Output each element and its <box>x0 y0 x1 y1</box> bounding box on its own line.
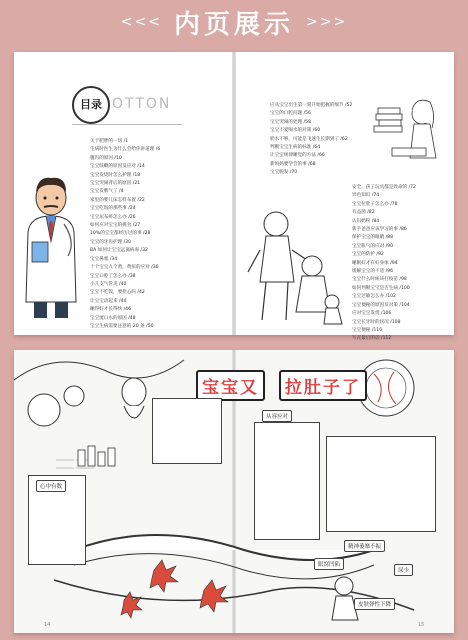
text-box-intro <box>152 398 222 464</box>
toc-heading-en: OTTON <box>112 96 172 112</box>
toc-item[interactable]: 认识奶粉 /84 <box>352 218 380 224</box>
toc-item[interactable]: 生病时医生为什么会给你讲道理 /6 <box>90 147 161 153</box>
section-label-left: 心中有数 <box>36 480 66 492</box>
toc-item[interactable]: 宝宝的防护 /92 <box>352 252 384 258</box>
toc-heading-text: 目录 <box>72 86 110 124</box>
toc-item[interactable]: 小儿支气管炎 /40 <box>90 281 127 287</box>
toc-item[interactable]: 让宝宝规律睡觉的方法 /66 <box>270 153 325 159</box>
toc-item[interactable]: 宝宝便秘的原因及对策 /104 <box>352 302 410 308</box>
comic-title-part2: 拉肚子了 <box>279 370 367 401</box>
toc-item[interactable]: 安全，孩子玩具都是致命的 /72 <box>352 185 416 190</box>
toc-item[interactable]: 宝宝流口水的原因 /48 <box>90 315 136 321</box>
symptom-label: 尿少 <box>394 564 413 576</box>
header-banner <box>0 0 468 44</box>
toc-item[interactable]: 宝宝不吃饭，要担心吗 /42 <box>90 290 145 296</box>
toc-item[interactable]: 宝宝便秘 /110 <box>352 327 383 333</box>
toc-item[interactable]: 宝宝不爱喝水的对策 /60 <box>270 128 321 134</box>
toc-item[interactable]: 应对宝宝发烧 /106 <box>352 311 392 317</box>
toc-item[interactable]: 有益菌 /82 <box>352 210 375 216</box>
toc-item[interactable]: 新手爸爸应该学习的事 /86 <box>352 227 407 233</box>
toc-item[interactable]: 10%的宝宝都经历过的事 /28 <box>90 231 151 237</box>
toc-item[interactable]: 关于肥胖的一切 /1 <box>90 139 129 144</box>
toc-rule <box>72 124 182 125</box>
text-box-right <box>326 436 436 532</box>
comic-title <box>196 370 367 401</box>
toc-item[interactable]: 宝宝发烧时怎么护理 /18 <box>90 172 141 178</box>
toc-list-right-bottom <box>352 184 416 344</box>
toc-item[interactable]: 异色知识 /74 <box>352 193 380 199</box>
symptom-label: 皮肤弹性下降 <box>354 598 395 610</box>
toc-item[interactable]: 十个宝宝九个黄，黄疸的应对 /36 <box>90 265 159 271</box>
toc-heading <box>72 86 172 124</box>
left-ornament-icon: <<< <box>120 14 162 30</box>
toc-item[interactable]: 宝宝尿布疹怎么办 /26 <box>90 214 136 220</box>
toc-item[interactable]: 宝宝什么时候该打疫苗 /98 <box>352 277 407 283</box>
toc-item[interactable]: 宝宝吃饭的那些事 /24 <box>90 206 136 212</box>
toc-item[interactable]: 宝宝发脾气了 /4 <box>90 189 124 195</box>
comic-title-part1: 宝宝又 <box>196 370 265 401</box>
toc-item[interactable]: 宝宝胀气的应对 /90 <box>352 243 394 249</box>
toc-item[interactable]: 如何判断宝宝是否生病 /100 <box>352 285 410 291</box>
toc-item[interactable]: 宝宝过敏怎么办 /102 <box>352 294 396 300</box>
toc-item[interactable]: 宝宝鼻塞 /34 <box>90 256 118 262</box>
toc-item[interactable]: 让宝宝动起来 /44 <box>90 298 127 304</box>
page-number-right: 15 <box>418 622 425 628</box>
toc-item[interactable]: 家里的婴儿床怎样布置 /22 <box>90 197 145 203</box>
toc-item[interactable]: 如何应对宝宝的挑食 /27 <box>90 223 141 229</box>
toc-item[interactable]: 睡眠好才有好身体 /94 <box>352 260 398 266</box>
toc-spread <box>14 52 454 342</box>
symptom-label: 精神萎靡不振 <box>344 540 385 552</box>
toc-item[interactable]: 宝宝的牙齿护理 /30 <box>90 239 132 245</box>
family-illustration <box>246 202 350 328</box>
section-label-mid: 从容应对 <box>262 410 292 422</box>
toc-list-right-top <box>270 102 352 178</box>
toc-item[interactable]: 宝宝生病需要注意的 20 条 /50 <box>90 323 154 329</box>
text-box-mid <box>254 422 320 540</box>
toc-item[interactable]: 宝宝拉肚子怎么办 /78 <box>352 201 398 207</box>
banner-title: 内页展示 <box>173 9 294 40</box>
toc-item[interactable]: BA 如何让宝宝远离病毒 /32 <box>90 248 148 254</box>
toc-item[interactable]: 缓解宝宝的不适 /96 <box>352 269 394 275</box>
toc-item[interactable]: 宝宝口腔了怎么办 /38 <box>90 273 136 279</box>
toc-item[interactable]: 宝宝长牙时的状况 /108 <box>352 319 401 325</box>
book-gutter <box>232 52 236 335</box>
toc-item[interactable]: 腹泻的原因 /10 <box>90 155 122 161</box>
comic-spread <box>14 350 454 633</box>
toc-item[interactable]: 新妈妈要学会的事 /68 <box>270 161 316 167</box>
doctor-illustration <box>20 172 82 322</box>
toc-item[interactable]: 宝宝的口腔问题 /56 <box>270 111 312 117</box>
symptom-label: 眼窝凹陷 <box>314 558 344 570</box>
toc-item[interactable]: 宝宝咳嗽的原因及应对 /14 <box>90 164 145 170</box>
toc-item[interactable]: 宝宝哭闹背后的原因 /21 <box>90 181 141 187</box>
toc-item[interactable]: 宝宝脱发 /70 <box>270 170 298 176</box>
toc-item[interactable]: 应从宝宝出生第一刻开始把握的细节 /52 <box>270 103 353 108</box>
right-ornament-icon: >>> <box>306 14 348 30</box>
toc-list-left <box>90 138 160 331</box>
toc-item[interactable]: 写在最后的话 /112 <box>352 336 392 342</box>
toc-item[interactable]: 奶水不够，可能是飞速生长期到了 /62 <box>270 136 348 142</box>
reading-girl-illustration <box>364 88 446 178</box>
page-number-left: 14 <box>44 622 51 628</box>
toc-item[interactable]: 睡得好才长得快 /46 <box>90 307 132 313</box>
toc-item[interactable]: 保护宝宝的眼睛 /88 <box>352 235 394 241</box>
toc-item[interactable]: 宝宝哭闹的处理 /58 <box>270 119 312 125</box>
toc-item[interactable]: 判断宝宝生病的标准 /64 <box>270 145 321 151</box>
